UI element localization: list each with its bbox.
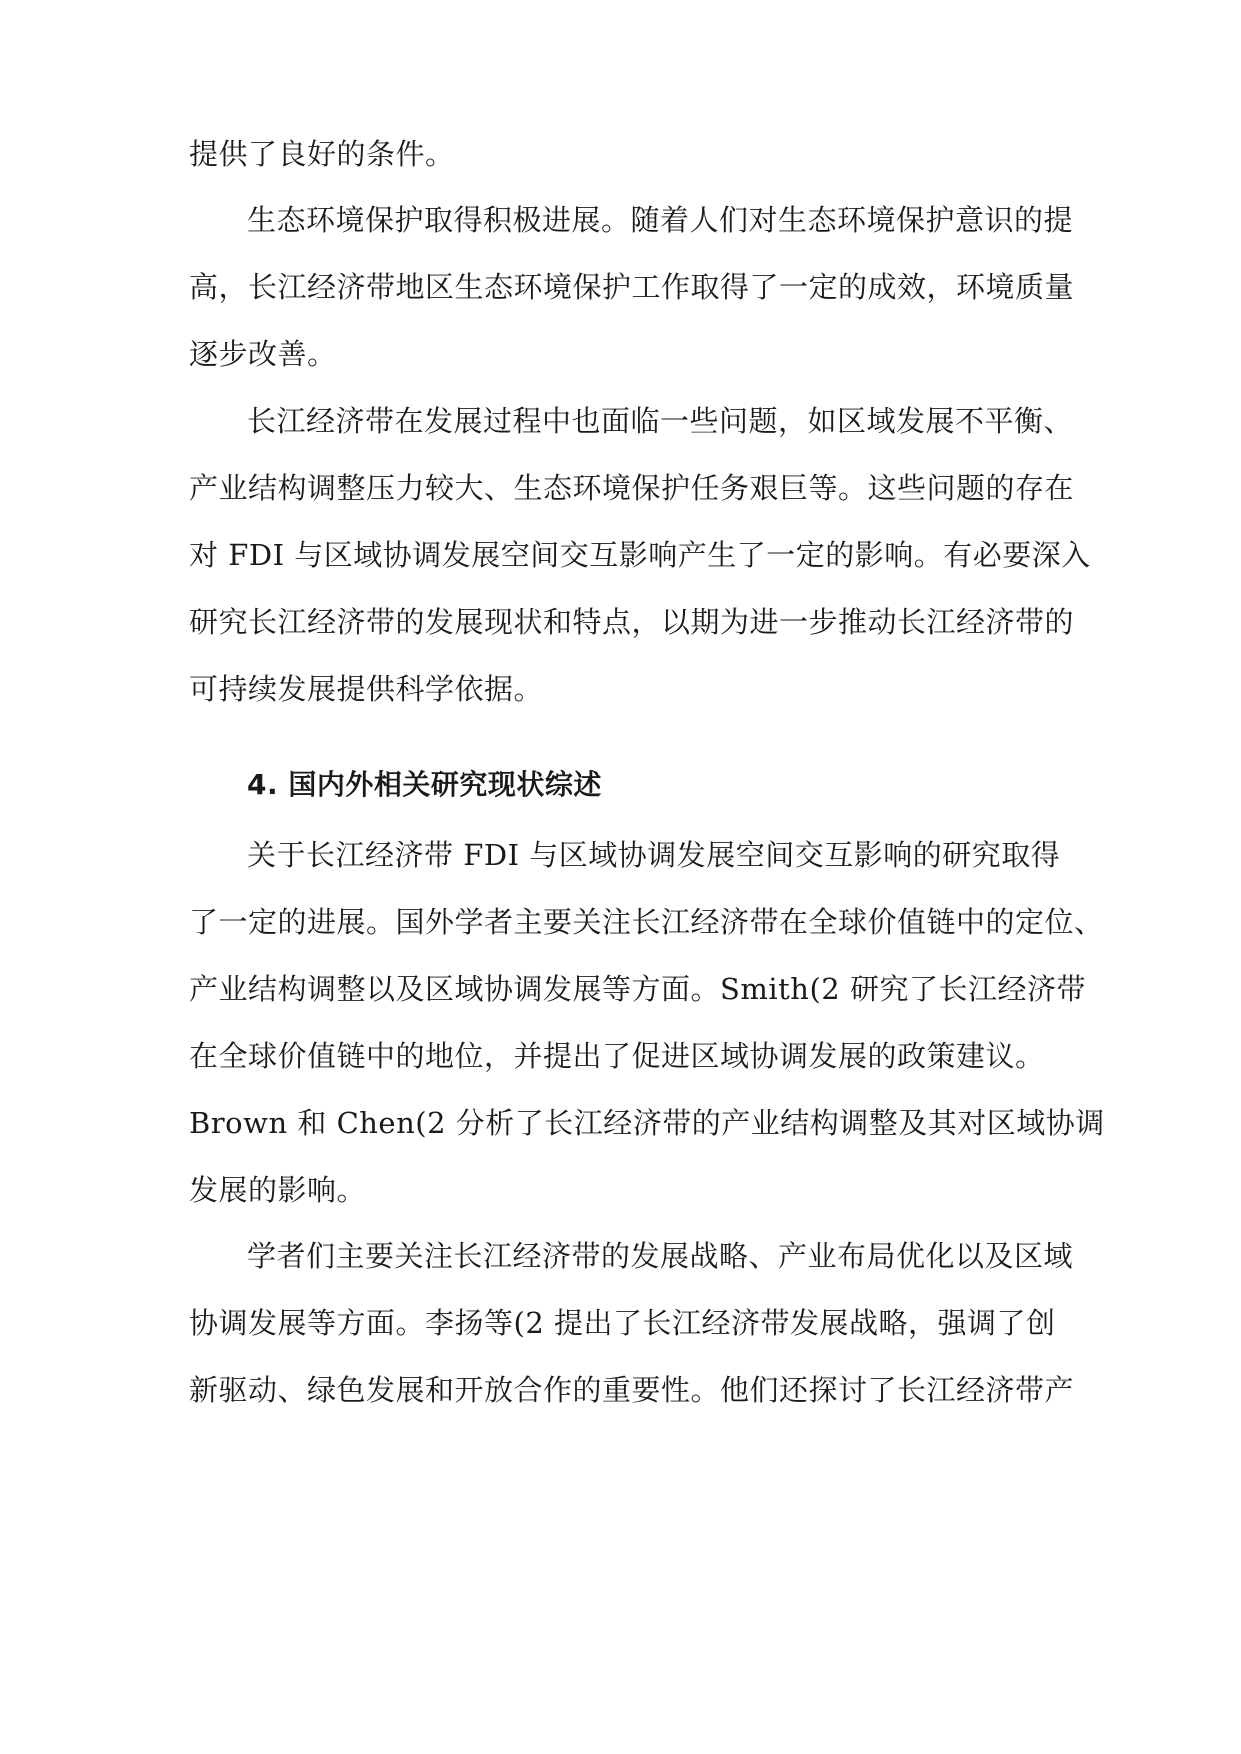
section-heading: 4. 国内外相关研究现状综述 — [247, 768, 602, 801]
paragraph-line: 学者们主要关注长江经济带的发展战略、产业布局优化以及区域 — [247, 1239, 1074, 1273]
paragraph-line: 产业结构调整压力较大、生态环境保护任务艰巨等。这些问题的存在 — [189, 471, 1075, 505]
paragraph-line: 发展的影响。 — [189, 1173, 367, 1207]
paragraph-line: 了一定的进展。国外学者主要关注长江经济带在全球价值链中的定位、 — [189, 905, 1104, 939]
paragraph-line: 在全球价值链中的地位，并提出了促进区域协调发展的政策建议。 — [189, 1039, 1045, 1073]
paragraph-line: 协调发展等方面。李扬等(2 提出了长江经济带发展战略，强调了创 — [189, 1306, 1056, 1340]
paragraph-line: 研究长江经济带的发展现状和特点，以期为进一步推动长江经济带的 — [189, 605, 1075, 639]
paragraph-line: 可持续发展提供科学依据。 — [189, 672, 544, 706]
paragraph-line: Brown 和 Chen(2 分析了长江经济带的产业结构调整及其对区域协调 — [189, 1106, 1105, 1140]
paragraph-line: 生态环境保护取得积极进展。随着人们对生态环境保护意识的提 — [247, 203, 1074, 237]
paragraph-line: 产业结构调整以及区域协调发展等方面。Smith(2 研究了长江经济带 — [189, 972, 1086, 1006]
paragraph-line: 高，长江经济带地区生态环境保护工作取得了一定的成效，环境质量 — [189, 270, 1075, 304]
paragraph-line: 对 FDI 与区域协调发展空间交互影响产生了一定的影响。有必要深入 — [189, 538, 1091, 572]
paragraph-line: 逐步改善。 — [189, 337, 337, 371]
paragraph-line: 关于长江经济带 FDI 与区域协调发展空间交互影响的研究取得 — [247, 838, 1061, 872]
paragraph-line: 提供了良好的条件。 — [189, 137, 455, 171]
paragraph-line: 长江经济带在发展过程中也面临一些问题，如区域发展不平衡、 — [247, 404, 1074, 438]
paragraph-line: 新驱动、绿色发展和开放合作的重要性。他们还探讨了长江经济带产 — [189, 1373, 1075, 1407]
